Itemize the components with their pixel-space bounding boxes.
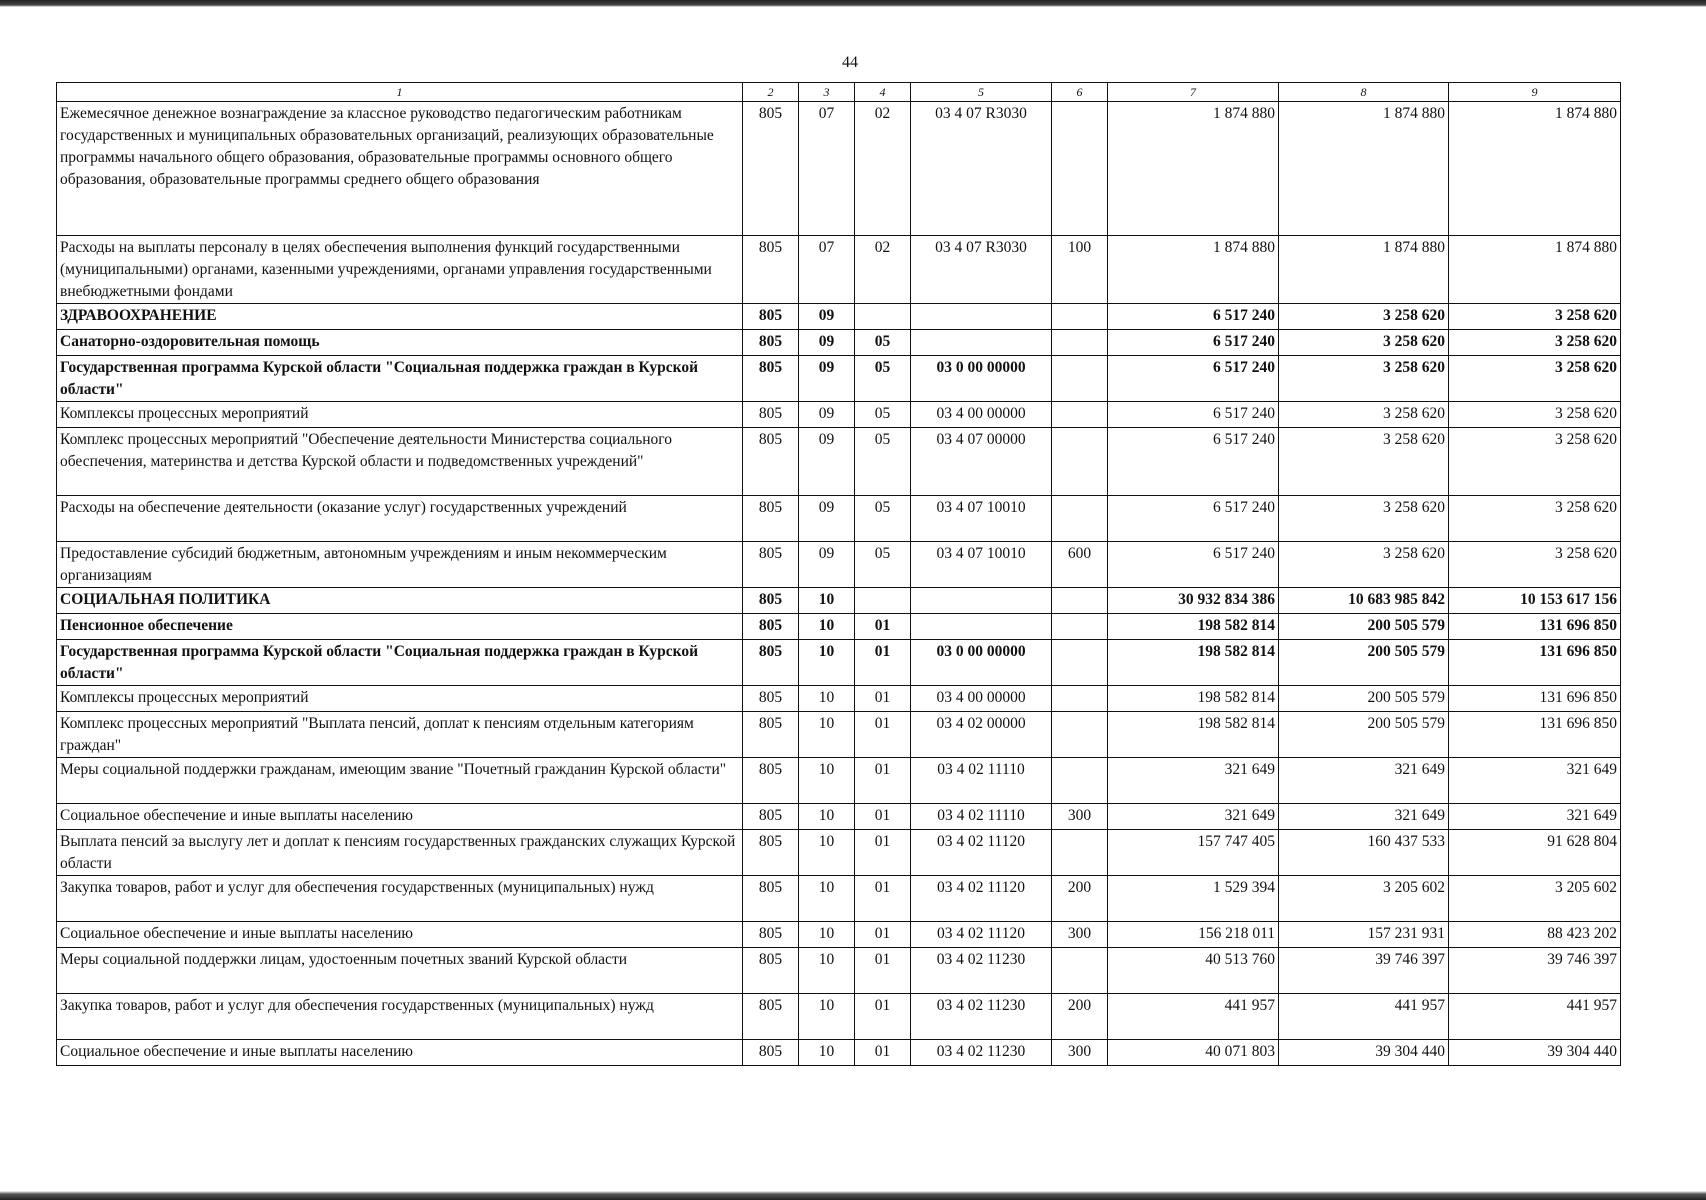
row-amount-year3: 3 258 620 [1449, 428, 1621, 496]
scan-edge-bottom [0, 1191, 1706, 1200]
row-admin-code: 805 [743, 614, 799, 640]
row-expense-type [1052, 712, 1108, 758]
row-amount-year3: 441 957 [1449, 994, 1621, 1040]
row-admin-code: 805 [743, 496, 799, 542]
table-row [57, 948, 1621, 994]
row-amount-year1: 40 071 803 [1108, 1040, 1279, 1066]
row-amount-year3: 91 628 804 [1449, 830, 1621, 876]
row-amount-year1: 6 517 240 [1108, 402, 1279, 428]
row-target-code: 03 4 00 00000 [911, 686, 1052, 712]
row-amount-year3: 3 258 620 [1449, 496, 1621, 542]
row-name: Социальное обеспечение и иные выплаты населению [57, 804, 743, 830]
row-expense-type [1052, 402, 1108, 428]
row-amount-year1: 6 517 240 [1108, 428, 1279, 496]
column-number: 3 [799, 83, 855, 102]
row-amount-year3: 3 258 620 [1449, 356, 1621, 402]
row-amount-year3: 3 258 620 [1449, 542, 1621, 588]
row-name: Расходы на обеспечение деятельности (оказание услуг) государственных учреждений [57, 496, 743, 542]
table-row [57, 830, 1621, 876]
row-amount-year1: 156 218 011 [1108, 922, 1279, 948]
row-expense-type [1052, 640, 1108, 686]
row-amount-year3: 3 258 620 [1449, 304, 1621, 330]
row-target-code: 03 4 02 11120 [911, 876, 1052, 922]
table-row [57, 804, 1621, 830]
table-row [57, 402, 1621, 428]
table-row [57, 428, 1621, 496]
table-row [57, 994, 1621, 1040]
column-number: 9 [1449, 83, 1621, 102]
row-amount-year2: 441 957 [1279, 994, 1449, 1040]
row-expense-type [1052, 496, 1108, 542]
scan-edge-top [0, 0, 1706, 7]
row-subsection-code: 05 [855, 542, 911, 588]
row-amount-year3: 131 696 850 [1449, 686, 1621, 712]
row-amount-year3: 321 649 [1449, 758, 1621, 804]
row-target-code: 03 4 07 10010 [911, 542, 1052, 588]
row-name: СОЦИАЛЬНАЯ ПОЛИТИКА [57, 588, 743, 614]
row-expense-type [1052, 304, 1108, 330]
row-amount-year2: 160 437 533 [1279, 830, 1449, 876]
row-section-code: 10 [799, 830, 855, 876]
table-row [57, 876, 1621, 922]
row-section-code: 10 [799, 686, 855, 712]
row-admin-code: 805 [743, 330, 799, 356]
table-row [57, 712, 1621, 758]
table-row [57, 588, 1621, 614]
row-target-code: 03 4 02 11230 [911, 994, 1052, 1040]
table-row [57, 330, 1621, 356]
row-admin-code: 805 [743, 758, 799, 804]
row-section-code: 10 [799, 588, 855, 614]
row-amount-year2: 200 505 579 [1279, 640, 1449, 686]
row-amount-year1: 321 649 [1108, 804, 1279, 830]
row-section-code: 10 [799, 804, 855, 830]
row-name: Государственная программа Курской области "Социальная поддержка граждан в Курской области" [57, 356, 743, 402]
row-amount-year1: 1 529 394 [1108, 876, 1279, 922]
row-expense-type: 200 [1052, 876, 1108, 922]
row-admin-code: 805 [743, 1040, 799, 1066]
row-name: Ежемесячное денежное вознаграждение за классное руководство педагогическим работникам государственных и муниципальных образовательных организаций, реализующих образовательные программы начального общего образования, образовательные программы основного общего образования, образовательные программы среднего общего образования [57, 102, 743, 236]
row-section-code: 09 [799, 356, 855, 402]
row-target-code: 03 0 00 00000 [911, 640, 1052, 686]
table-row [57, 1040, 1621, 1066]
column-number: 4 [855, 83, 911, 102]
row-target-code: 03 4 07 10010 [911, 496, 1052, 542]
row-amount-year1: 198 582 814 [1108, 712, 1279, 758]
table-row [57, 102, 1621, 236]
row-admin-code: 805 [743, 102, 799, 236]
row-name: ЗДРАВООХРАНЕНИЕ [57, 304, 743, 330]
row-amount-year2: 200 505 579 [1279, 686, 1449, 712]
row-amount-year2: 3 258 620 [1279, 496, 1449, 542]
row-amount-year2: 10 683 985 842 [1279, 588, 1449, 614]
row-name: Предоставление субсидий бюджетным, автономным учреждениям и иным некоммерческим организациям [57, 542, 743, 588]
row-amount-year3: 131 696 850 [1449, 640, 1621, 686]
row-section-code: 10 [799, 876, 855, 922]
row-target-code: 03 4 02 11110 [911, 804, 1052, 830]
row-amount-year1: 198 582 814 [1108, 686, 1279, 712]
row-target-code: 03 4 02 11110 [911, 758, 1052, 804]
row-name: Санаторно-оздоровительная помощь [57, 330, 743, 356]
row-expense-type [1052, 614, 1108, 640]
row-expense-type: 200 [1052, 994, 1108, 1040]
table-row [57, 758, 1621, 804]
row-amount-year1: 321 649 [1108, 758, 1279, 804]
row-amount-year1: 1 874 880 [1108, 236, 1279, 304]
row-subsection-code: 01 [855, 1040, 911, 1066]
row-amount-year1: 40 513 760 [1108, 948, 1279, 994]
row-admin-code: 805 [743, 804, 799, 830]
row-amount-year2: 321 649 [1279, 804, 1449, 830]
row-admin-code: 805 [743, 712, 799, 758]
row-amount-year3: 3 205 602 [1449, 876, 1621, 922]
row-amount-year3: 3 258 620 [1449, 402, 1621, 428]
row-name: Меры социальной поддержки гражданам, имеющим звание "Почетный гражданин Курской области" [57, 758, 743, 804]
row-subsection-code: 05 [855, 330, 911, 356]
column-number-row [57, 83, 1621, 102]
row-subsection-code: 02 [855, 236, 911, 304]
row-admin-code: 805 [743, 428, 799, 496]
row-amount-year1: 1 874 880 [1108, 102, 1279, 236]
row-section-code: 10 [799, 712, 855, 758]
row-subsection-code [855, 588, 911, 614]
table-body [57, 83, 1621, 1066]
row-section-code: 10 [799, 948, 855, 994]
row-amount-year2: 200 505 579 [1279, 614, 1449, 640]
row-subsection-code: 01 [855, 948, 911, 994]
row-amount-year2: 3 205 602 [1279, 876, 1449, 922]
row-expense-type [1052, 102, 1108, 236]
table-row [57, 542, 1621, 588]
row-section-code: 09 [799, 330, 855, 356]
row-subsection-code: 05 [855, 496, 911, 542]
row-amount-year2: 3 258 620 [1279, 304, 1449, 330]
row-amount-year3: 1 874 880 [1449, 236, 1621, 304]
row-admin-code: 805 [743, 304, 799, 330]
row-amount-year1: 6 517 240 [1108, 496, 1279, 542]
row-expense-type [1052, 356, 1108, 402]
row-amount-year2: 3 258 620 [1279, 428, 1449, 496]
row-section-code: 09 [799, 428, 855, 496]
row-name: Закупка товаров, работ и услуг для обеспечения государственных (муниципальных) нужд [57, 994, 743, 1040]
row-expense-type: 300 [1052, 922, 1108, 948]
row-subsection-code: 01 [855, 686, 911, 712]
row-target-code [911, 304, 1052, 330]
table-row [57, 640, 1621, 686]
table-row [57, 496, 1621, 542]
row-subsection-code [855, 304, 911, 330]
column-number: 7 [1108, 83, 1279, 102]
row-admin-code: 805 [743, 994, 799, 1040]
row-amount-year2: 1 874 880 [1279, 102, 1449, 236]
row-target-code: 03 4 07 R3030 [911, 236, 1052, 304]
row-amount-year2: 321 649 [1279, 758, 1449, 804]
row-amount-year3: 1 874 880 [1449, 102, 1621, 236]
row-target-code: 03 4 00 00000 [911, 402, 1052, 428]
table-row [57, 236, 1621, 304]
row-admin-code: 805 [743, 640, 799, 686]
column-number: 6 [1052, 83, 1108, 102]
row-amount-year2: 39 304 440 [1279, 1040, 1449, 1066]
row-admin-code: 805 [743, 402, 799, 428]
row-amount-year3: 39 746 397 [1449, 948, 1621, 994]
row-subsection-code: 01 [855, 830, 911, 876]
page-number: 44 [842, 54, 858, 71]
row-amount-year1: 6 517 240 [1108, 356, 1279, 402]
row-amount-year3: 131 696 850 [1449, 712, 1621, 758]
row-admin-code: 805 [743, 948, 799, 994]
row-expense-type: 300 [1052, 804, 1108, 830]
row-target-code: 03 4 02 11230 [911, 948, 1052, 994]
row-section-code: 10 [799, 1040, 855, 1066]
row-name: Комплексы процессных мероприятий [57, 686, 743, 712]
row-section-code: 10 [799, 922, 855, 948]
row-section-code: 10 [799, 994, 855, 1040]
budget-table [56, 82, 1621, 1066]
row-amount-year2: 3 258 620 [1279, 402, 1449, 428]
row-admin-code: 805 [743, 236, 799, 304]
row-target-code: 03 4 02 11120 [911, 922, 1052, 948]
row-section-code: 10 [799, 614, 855, 640]
table-row [57, 922, 1621, 948]
row-expense-type: 100 [1052, 236, 1108, 304]
row-expense-type [1052, 948, 1108, 994]
row-target-code: 03 0 00 00000 [911, 356, 1052, 402]
table-row [57, 356, 1621, 402]
row-section-code: 09 [799, 496, 855, 542]
row-subsection-code: 05 [855, 402, 911, 428]
row-admin-code: 805 [743, 542, 799, 588]
row-admin-code: 805 [743, 922, 799, 948]
row-subsection-code: 01 [855, 994, 911, 1040]
row-amount-year1: 6 517 240 [1108, 330, 1279, 356]
row-amount-year1: 157 747 405 [1108, 830, 1279, 876]
row-amount-year3: 3 258 620 [1449, 330, 1621, 356]
row-target-code [911, 330, 1052, 356]
row-amount-year1: 6 517 240 [1108, 304, 1279, 330]
row-amount-year1: 198 582 814 [1108, 640, 1279, 686]
row-target-code [911, 588, 1052, 614]
row-name: Государственная программа Курской области "Социальная поддержка граждан в Курской области" [57, 640, 743, 686]
row-amount-year1: 198 582 814 [1108, 614, 1279, 640]
row-name: Комплекс процессных мероприятий "Обеспечение деятельности Министерства социального обеспечения, материнства и детства Курской области и подведомственных учреждений" [57, 428, 743, 496]
row-amount-year1: 30 932 834 386 [1108, 588, 1279, 614]
row-name: Закупка товаров, работ и услуг для обеспечения государственных (муниципальных) нужд [57, 876, 743, 922]
row-name: Пенсионное обеспечение [57, 614, 743, 640]
row-target-code: 03 4 07 00000 [911, 428, 1052, 496]
row-admin-code: 805 [743, 356, 799, 402]
row-expense-type [1052, 686, 1108, 712]
row-name: Социальное обеспечение и иные выплаты населению [57, 1040, 743, 1066]
row-name: Выплата пенсий за выслугу лет и доплат к пенсиям государственных гражданских служащих Курской области [57, 830, 743, 876]
row-subsection-code: 01 [855, 614, 911, 640]
row-subsection-code: 01 [855, 640, 911, 686]
column-number: 2 [743, 83, 799, 102]
row-amount-year2: 3 258 620 [1279, 330, 1449, 356]
row-amount-year3: 321 649 [1449, 804, 1621, 830]
row-amount-year3: 131 696 850 [1449, 614, 1621, 640]
row-subsection-code: 01 [855, 876, 911, 922]
row-amount-year2: 200 505 579 [1279, 712, 1449, 758]
row-amount-year1: 6 517 240 [1108, 542, 1279, 588]
row-amount-year2: 157 231 931 [1279, 922, 1449, 948]
row-section-code: 09 [799, 542, 855, 588]
row-amount-year2: 39 746 397 [1279, 948, 1449, 994]
row-admin-code: 805 [743, 588, 799, 614]
row-expense-type [1052, 428, 1108, 496]
row-name: Расходы на выплаты персоналу в целях обеспечения выполнения функций государственными (муниципальными) органами, казенными учреждениями, органами управления государственными внебюджетными фондами [57, 236, 743, 304]
row-amount-year3: 88 423 202 [1449, 922, 1621, 948]
row-target-code: 03 4 02 11120 [911, 830, 1052, 876]
row-expense-type: 600 [1052, 542, 1108, 588]
row-target-code: 03 4 02 00000 [911, 712, 1052, 758]
table-row [57, 304, 1621, 330]
row-subsection-code: 02 [855, 102, 911, 236]
row-expense-type [1052, 330, 1108, 356]
row-amount-year3: 39 304 440 [1449, 1040, 1621, 1066]
row-name: Комплекс процессных мероприятий "Выплата пенсий, доплат к пенсиям отдельным категориям граждан" [57, 712, 743, 758]
row-target-code: 03 4 07 R3030 [911, 102, 1052, 236]
column-number: 1 [57, 83, 743, 102]
row-subsection-code: 01 [855, 804, 911, 830]
row-subsection-code: 01 [855, 758, 911, 804]
table-row [57, 614, 1621, 640]
row-amount-year2: 1 874 880 [1279, 236, 1449, 304]
row-expense-type [1052, 588, 1108, 614]
row-amount-year2: 3 258 620 [1279, 542, 1449, 588]
row-amount-year1: 441 957 [1108, 994, 1279, 1040]
row-target-code [911, 614, 1052, 640]
row-subsection-code: 01 [855, 712, 911, 758]
row-subsection-code: 05 [855, 428, 911, 496]
row-target-code: 03 4 02 11230 [911, 1040, 1052, 1066]
row-section-code: 10 [799, 758, 855, 804]
row-name: Социальное обеспечение и иные выплаты населению [57, 922, 743, 948]
row-name: Меры социальной поддержки лицам, удостоенным почетных званий Курской области [57, 948, 743, 994]
row-subsection-code: 01 [855, 922, 911, 948]
row-section-code: 07 [799, 236, 855, 304]
row-amount-year2: 3 258 620 [1279, 356, 1449, 402]
row-admin-code: 805 [743, 876, 799, 922]
row-name: Комплексы процессных мероприятий [57, 402, 743, 428]
row-expense-type: 300 [1052, 1040, 1108, 1066]
row-section-code: 07 [799, 102, 855, 236]
row-expense-type [1052, 830, 1108, 876]
row-admin-code: 805 [743, 686, 799, 712]
row-section-code: 09 [799, 402, 855, 428]
column-number: 8 [1279, 83, 1449, 102]
row-amount-year3: 10 153 617 156 [1449, 588, 1621, 614]
row-admin-code: 805 [743, 830, 799, 876]
row-expense-type [1052, 758, 1108, 804]
row-section-code: 10 [799, 640, 855, 686]
column-number: 5 [911, 83, 1052, 102]
row-section-code: 09 [799, 304, 855, 330]
row-subsection-code: 05 [855, 356, 911, 402]
table-row [57, 686, 1621, 712]
